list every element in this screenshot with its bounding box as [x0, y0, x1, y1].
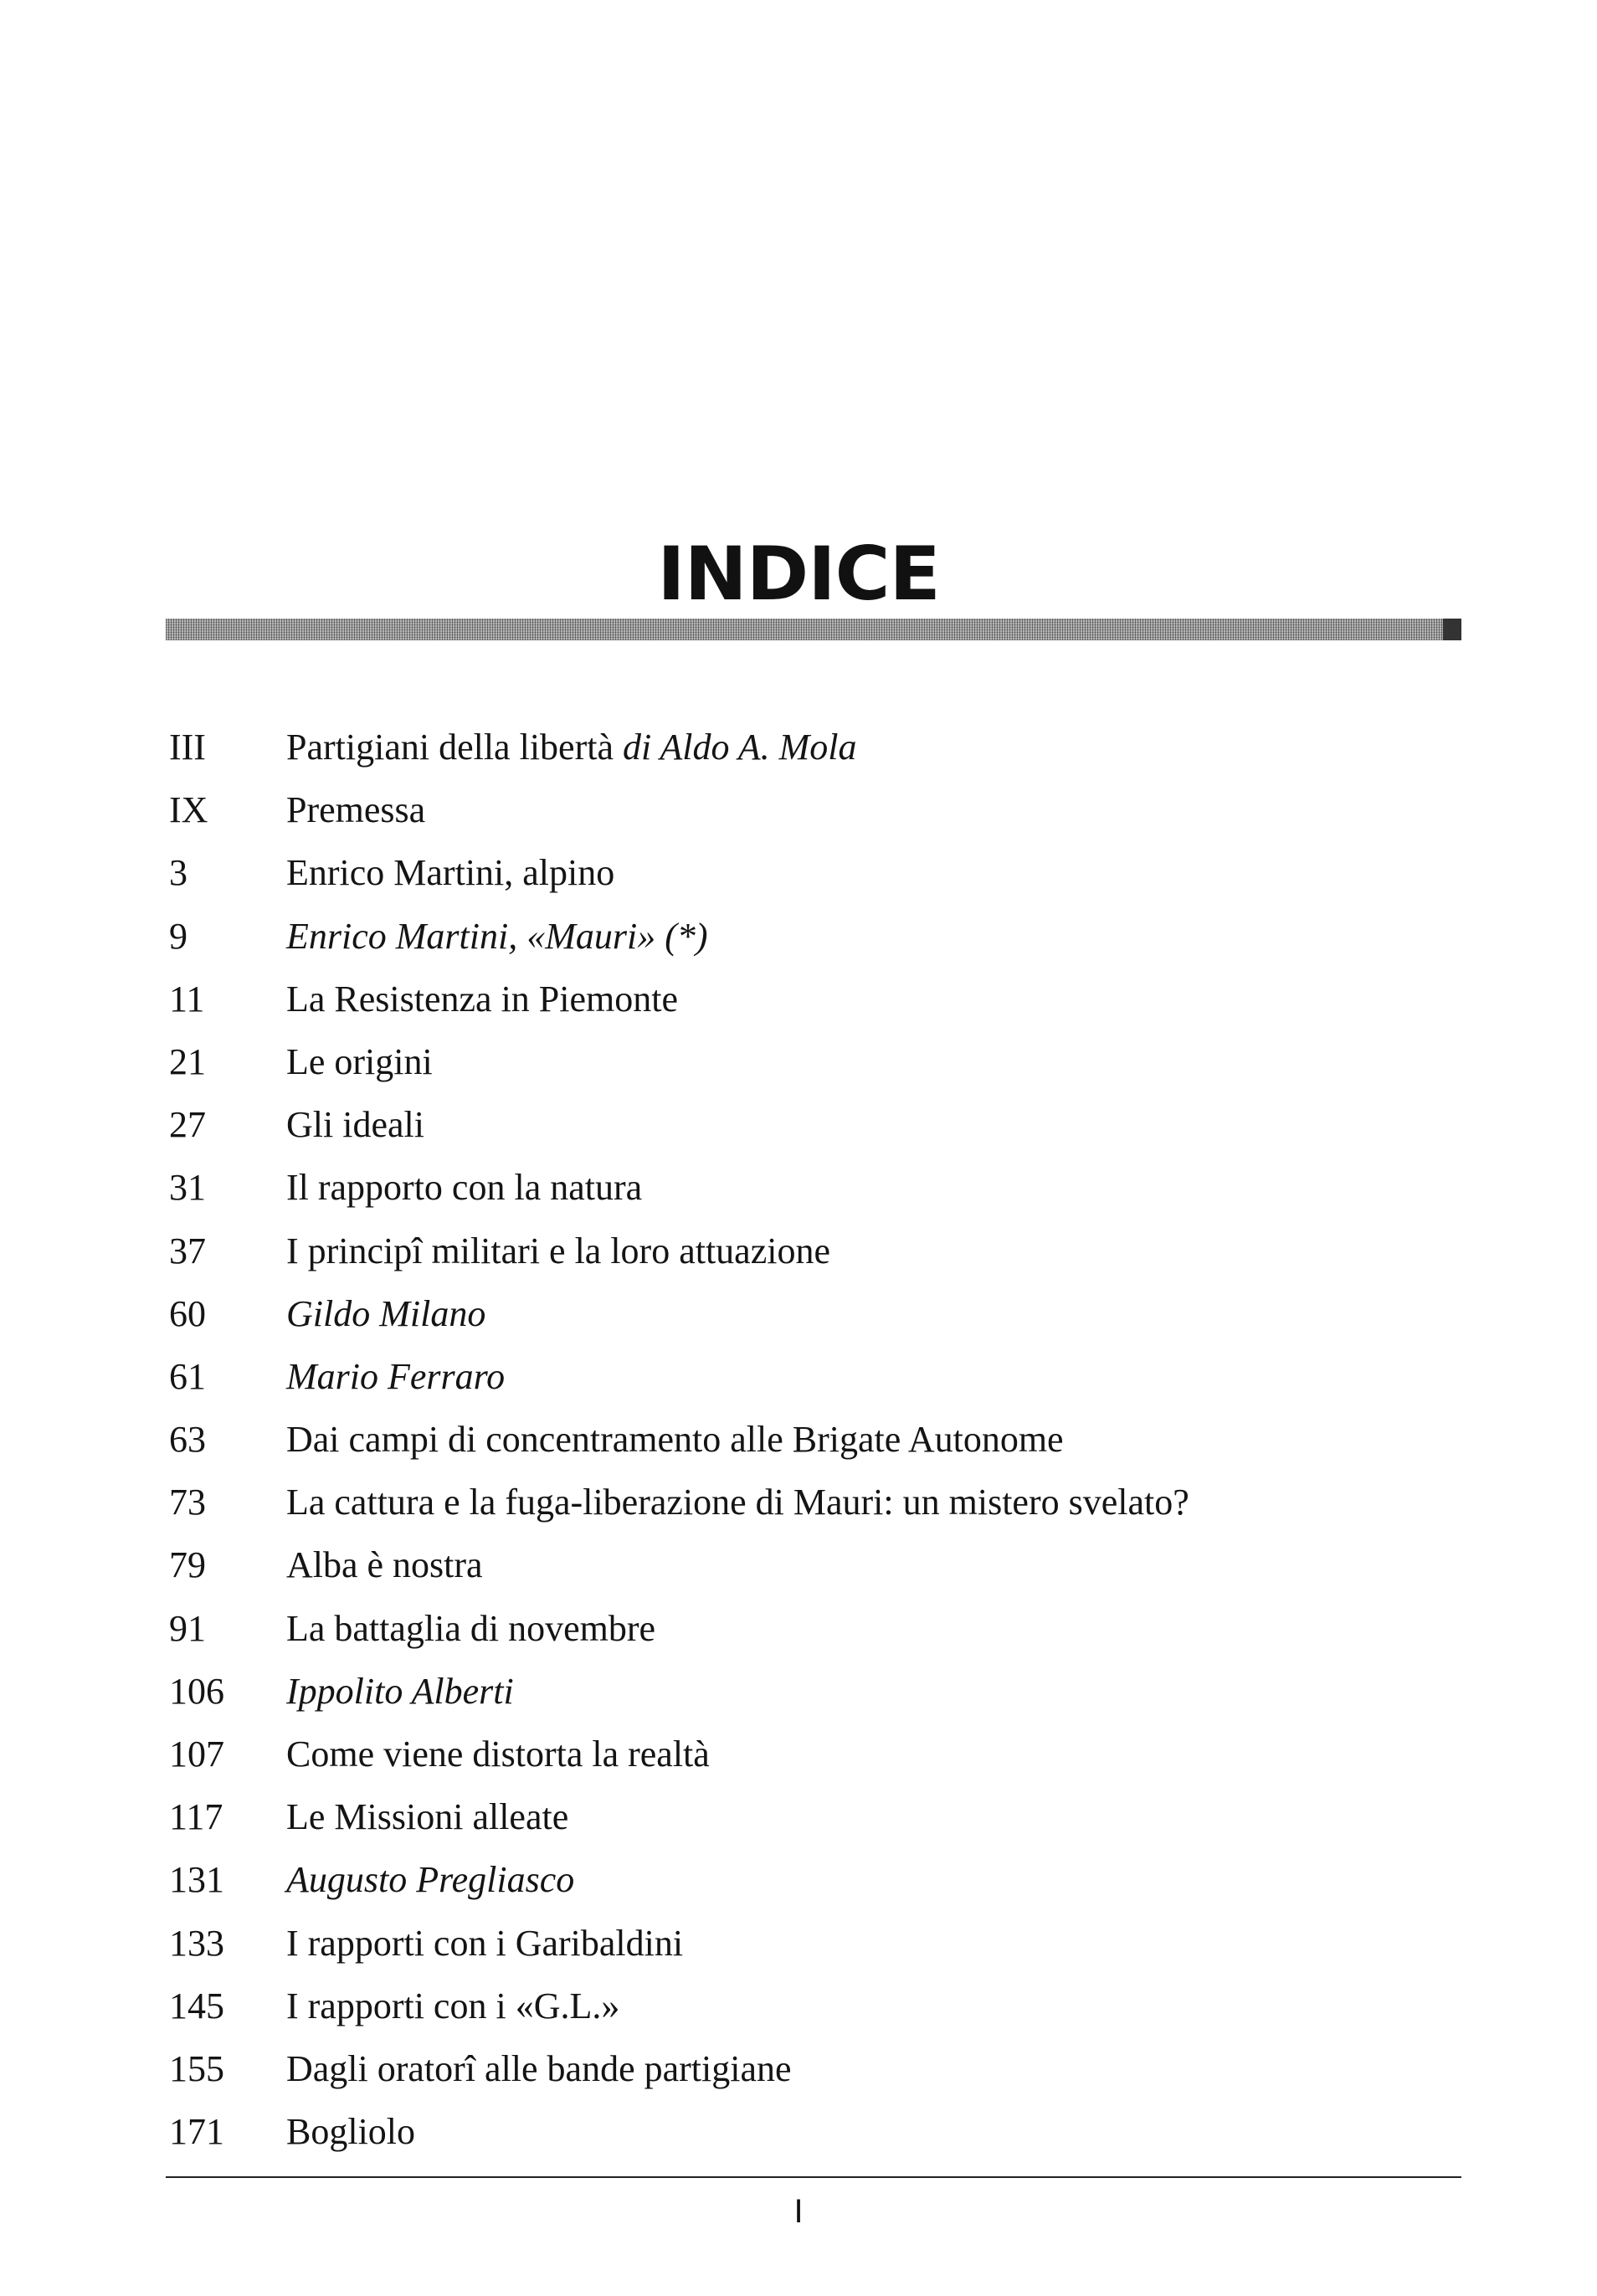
toc-entry-title-text: Dai campi di concentramento alle Brigate Autonome [286, 1419, 1064, 1461]
toc-page-number: 11 [169, 978, 205, 1020]
toc-entry [0, 968, 1597, 1030]
toc-entry [0, 716, 1597, 778]
toc-entry-title-text: La cattura e la fuga-liberazione di Mauri: un mistero svelato? [286, 1482, 1189, 1523]
title-rule-end [1443, 619, 1461, 640]
toc-entry [0, 1533, 1597, 1596]
toc-entry-title-text: Dagli oratorî alle bande partigiane [286, 2047, 792, 2089]
toc-entry-title [286, 1533, 483, 1596]
toc-page-number: 60 [169, 1292, 206, 1334]
toc-page-number: 73 [169, 1482, 206, 1523]
toc-entry-title-text: La battaglia di novembre [286, 1607, 656, 1649]
table-of-contents [0, 716, 1597, 2163]
toc-entry-title [286, 1408, 1064, 1471]
toc-page-number: III [169, 727, 206, 768]
toc-entry-title-text: Gildo Milano [286, 1292, 486, 1334]
page-folio: I [793, 2193, 804, 2230]
toc-entry-title [286, 2100, 415, 2163]
toc-entry-title [286, 1597, 655, 1660]
toc-entry [0, 2100, 1597, 2163]
toc-entry-title [286, 1848, 574, 1911]
toc-entry-title [286, 1093, 424, 1156]
toc-entry [0, 1848, 1597, 1911]
toc-entry-title-text: Mario Ferraro [286, 1355, 506, 1397]
toc-entry-title [286, 905, 708, 968]
toc-entry-title [286, 1723, 710, 1785]
title-rule [166, 619, 1461, 640]
toc-page-number: 9 [169, 915, 187, 957]
toc-page-number: 155 [169, 2047, 224, 2089]
toc-entry-title-text: Enrico Martini, alpino [286, 852, 615, 894]
toc-entry-title-text: Augusto Pregliasco [286, 1859, 575, 1901]
toc-entry-title-text: Bogliolo [286, 2111, 416, 2153]
toc-entry [0, 1471, 1597, 1533]
toc-page-number: 106 [169, 1670, 224, 1712]
toc-entry-title-text: Gli ideali [286, 1104, 424, 1146]
toc-entry-title-text: Premessa [286, 789, 426, 831]
toc-entry-title-text: Come viene distorta la realtà [286, 1734, 710, 1775]
footer-rule [166, 2176, 1461, 2178]
toc-entry [0, 1093, 1597, 1156]
toc-page-number: 145 [169, 1985, 224, 2026]
toc-page-number: 31 [169, 1167, 206, 1209]
toc-entry-title-text: Partigiani della libertà [286, 727, 614, 768]
toc-entry [0, 1030, 1597, 1093]
toc-entry [0, 1660, 1597, 1723]
toc-entry [0, 1975, 1597, 2037]
toc-entry [0, 1912, 1597, 1975]
toc-entry [0, 905, 1597, 968]
toc-entry-title-text: I rapporti con i Garibaldini [286, 1922, 684, 1964]
toc-page-number: 27 [169, 1104, 206, 1146]
toc-entry [0, 1156, 1597, 1219]
toc-page-number: 37 [169, 1230, 206, 1271]
toc-entry-title-text: Il rapporto con la natura [286, 1167, 643, 1209]
toc-entry [0, 841, 1597, 904]
toc-entry [0, 1408, 1597, 1471]
toc-entry [0, 1345, 1597, 1408]
toc-entry-title-text: La Resistenza in Piemonte [286, 978, 678, 1020]
toc-page-number: 79 [169, 1544, 206, 1586]
toc-entry-title [286, 968, 678, 1030]
toc-entry-title [286, 1471, 1189, 1533]
toc-entry-title-text: Le Missioni alleate [286, 1796, 569, 1838]
toc-entry-title [286, 1030, 433, 1093]
toc-entry [0, 1723, 1597, 1785]
toc-entry-title [286, 778, 425, 841]
toc-page-number: 133 [169, 1922, 224, 1964]
toc-page-number: 63 [169, 1419, 206, 1461]
toc-entry-title-text: Ippolito Alberti [286, 1670, 514, 1712]
toc-entry-title-text: I rapporti con i «G.L.» [286, 1985, 620, 2026]
toc-page-number: IX [169, 789, 208, 831]
toc-entry [0, 778, 1597, 841]
toc-entry-title-text: I principî militari e la loro attuazione [286, 1230, 830, 1271]
page-title: INDICE [657, 531, 940, 617]
toc-entry-title [286, 2037, 792, 2100]
toc-entry-title [286, 1975, 619, 2037]
toc-entry-title [286, 1156, 642, 1219]
toc-entry [0, 1785, 1597, 1848]
toc-entry-title [286, 1912, 683, 1975]
toc-entry-title-text: Le origini [286, 1040, 433, 1082]
toc-page-number: 107 [169, 1734, 224, 1775]
toc-page-number: 171 [169, 2111, 224, 2153]
toc-entry [0, 1597, 1597, 1660]
toc-entry-title [286, 841, 614, 904]
toc-entry-title [286, 1220, 830, 1282]
toc-entry [0, 1282, 1597, 1345]
toc-entry-title [286, 1660, 514, 1723]
toc-page-number: 91 [169, 1607, 206, 1649]
toc-entry-title-text: Alba è nostra [286, 1544, 483, 1586]
toc-page-number: 3 [169, 852, 187, 894]
toc-page-number: 61 [169, 1355, 206, 1397]
toc-entry-title-text: Enrico Martini, «Mauri» (*) [286, 915, 708, 957]
toc-page-number: 21 [169, 1040, 206, 1082]
toc-entry [0, 1220, 1597, 1282]
toc-entry [0, 2037, 1597, 2100]
toc-entry-author: di Aldo A. Mola [622, 727, 857, 768]
toc-page-number: 131 [169, 1859, 224, 1901]
toc-entry-title [286, 1345, 505, 1408]
toc-page-number: 117 [169, 1796, 223, 1838]
toc-entry-title [286, 1282, 485, 1345]
toc-entry-title [286, 716, 856, 778]
toc-entry-title [286, 1785, 568, 1848]
